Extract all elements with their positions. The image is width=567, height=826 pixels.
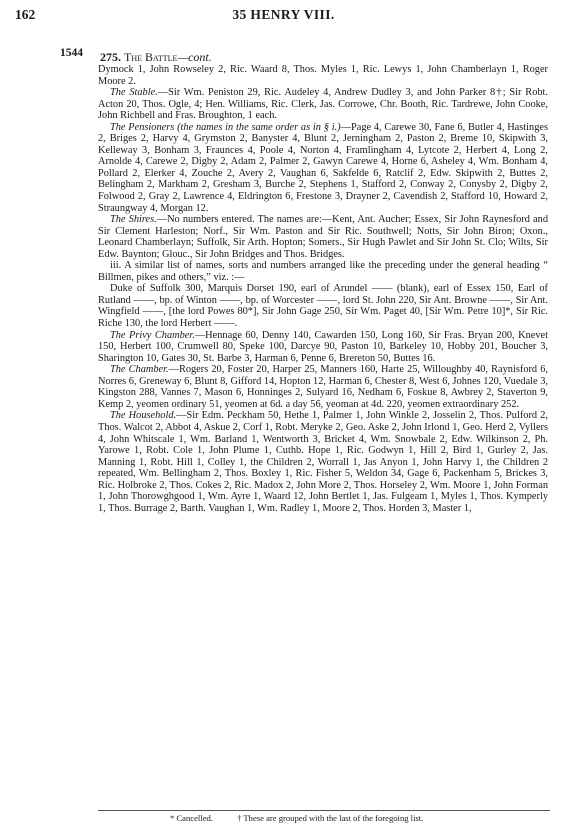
- section-lead: The Pensioners (the names in the same order as in § i.): [110, 121, 341, 133]
- body-text: [98, 64, 548, 514]
- paragraph-household: The Household.—Sir Edm. Peckham 50, Hethe 1, Palmer 1, John Winkle 2, Josselin 2, Thos. Pulford 2, Thos. Walcot 2, Abbot 4, Askue 2, Corf 1, Robt. Meryke 2, Geo. Aske 2, John Irlond 1, Geo. Herd 2, Vyllers 4, John Whitscale 1, Wm. Barland 1, Wentworth 3, Bricket 4, Wm. Snowbale 2, Edw. Wilkinson 2, Ph. Yarowe 1, Robt. Cole 1, John Plume 1, Cuthb. Hope 1, Ric. Godwyn 1, Hill 2, Bird 1, Gurley 2, Jas. Manning 1, Robt. Hill 1, Colley 1, the Children 2, Worrall 1, Jas Anyon 1, John Harvy 1, the Children 2 repeated, Wm. Bellingham 2, Thos. Boxley 1, Ric. Fisher 5, Weldon 34, Gage 6, Packenham 5, Brickes 3, Ric. Holbroke 2, Thos. Cokes 2, Ric. Madox 2, John More 2, Thos. Horseley 2, Wm. Moore 1, John Forman 1, John Thorowghgood 1, Wm. Ayre 1, Waard 12, John Bertlet 1, Jas. Fulgeam 1, Myles 1, Thos. Kymperly 1, Thos. Burrage 2, Barth. Vaughan 1, Wm. Radley 1, Moore 2, Thos. Horden 3, Master 1,: [98, 410, 548, 514]
- section-lead: The Privy Chamber.: [110, 329, 195, 341]
- paragraph-iii: iii. A similar list of names, sorts and numbers arranged like the preceding under the general heading “ Billmen, pikes and others,” viz. :—: [98, 260, 548, 283]
- paragraph: Dymock 1, John Rowseley 2, Ric. Waard 8, Thos. Myles 1, Ric. Lewys 1, John Chamberlayn 1, Roger Moore 2.: [98, 64, 548, 87]
- paragraph-privy-chamber: The Privy Chamber.—Hennage 60, Denny 140, Cawarden 150, Long 160, Sir Fras. Bryan 200, Knevet 150, Herbert 100, Crumwell 80, Speke 100, Darcye 90, Paston 10, Barkeley 10, Hobby 201, Boucher 3, Sharington 10, Gates 30, St. Barbe 3, Harman 6, Penne 6, Brereton 50, Buttes 16.: [98, 329, 548, 364]
- page-number: 162: [15, 7, 36, 22]
- section-lead: The Chamber.: [110, 364, 169, 376]
- running-title: 35 HENRY VIII.: [232, 7, 335, 22]
- paragraph-stable: The Stable.—Sir Wm. Peniston 29, Ric. Audeley 4, Andrew Dudley 3, and John Parker 8†; Sir Robt. Acton 20, Thos. Ogle, 4; Hen. Williams, Ric. Clerk, Jas. Corrowe, Chr. Booth, Ric. Tardrewe, John Cooke, John Richbell and Fras. Broughton, 1 each.: [98, 87, 548, 122]
- paragraph-shires: The Shires.—No numbers entered. The names are:—Kent, Ant. Aucher; Essex, Sir John Raynesford and Sir Clement Harleston; Norf., Sir Wm. Paston and Sir Ric. Southwell; Notts, Sir John Biron; Oxon., Leonard Chamberlayn; Suffolk, Sir Arth. Hopton; Somers., Sir Hugh Pawlet and Sir John St. Clo; Wilts, Sir Edw. Baynton; Glouc., Sir John Bridges and Thos. Bridges.: [98, 214, 548, 260]
- margin-year: 1544: [60, 47, 83, 59]
- page-header: [0, 7, 567, 27]
- paragraph-nobles: Duke of Suffolk 300, Marquis Dorset 190, earl of Arundel —— (blank), earl of Essex 150, Earl of Rutland ——, bp. of Winton ——, bp. of Worcester ——, lord St. John 220, Sir Ant. Browne ——, Sir Ant. Wingfield ——, [the lord Powes 80*], Sir John Gage 250, Sir Wm. Paget 40, [Sir Wm. Petre 10]*, Sir Ric. Riche 130, the lord Herbert ——.: [98, 283, 548, 330]
- paragraph-chamber: The Chamber.—Rogers 20, Foster 20, Harper 25, Manners 160, Harte 25, Willoughby 40, Raynisford 6, Norres 6, Greneway 6, Blunt 8, Gifford 14, Hopton 12, Harman 6, Chester 8, West 6, Johnes 120, Vuedale 3, Kingston 288, Vannes 7, Mason 6, Honninges 2, Sulyard 16, Nedham 6, Foskue 8, Awbrey 2, Staverton 9, Kemp 2, yeomen ordinary 51, yeomen at 6d. a day 56, yeoman at 4d. 220, yeomen extraordinary 252.: [98, 364, 548, 410]
- entry-number: 275.: [100, 50, 121, 64]
- footnote-rule: [98, 810, 550, 811]
- section-lead: The Household.: [110, 410, 177, 422]
- entry-title: The Battle: [124, 50, 178, 64]
- entry-heading: [100, 50, 212, 65]
- section-lead: The Shires.: [110, 214, 157, 226]
- footnote-star: * Cancelled.: [170, 813, 213, 823]
- paragraph-pensioners: The Pensioners (the names in the same order as in § i.)—Page 4, Carewe 30, Fane 6, Butler 4, Hastinges 2, Briges 2, Harvy 4, Grymston 2, Banyster 4, Blunt 2, Jerningham 2, Paston 2, Breme 10, Skipwith 3, Kelleway 3, Bonham 3, Fraunces 4, Poole 4, Norton 4, Framlingham 4, Lytcote 2, Herbert 4, Long 2, Arnolde 4, Carewe 2, Digby 2, Adam 2, Palmer 2, Gawyn Carewe 4, Horne 6, Asheley 4, Wm. Bonham 4, Pollard 2, Elerker 4, Zouche 2, Avery 2, Vaughan 6, Sakfelde 6, Ratclif 2, Edw. Skipwith 2, Buttes 2, Belingham 2, Markham 2, Gresham 3, Burche 2, Stephens 1, Stafford 2, Conway 2, Conysby 2, Digby 2, Folwood 2, Gray 2, Lawrence 4, Eldrington 6, Frestone 3, Drayner 2, Cavendish 2, Stafford 10, Howard 2, Straungway 4, Morgan 12.: [98, 121, 548, 214]
- section-lead: The Stable.: [110, 87, 158, 99]
- footnotes: [170, 813, 445, 823]
- entry-cont: —cont.: [177, 50, 212, 64]
- footnote-dagger: † These are grouped with the last of the foregoing list.: [237, 813, 424, 823]
